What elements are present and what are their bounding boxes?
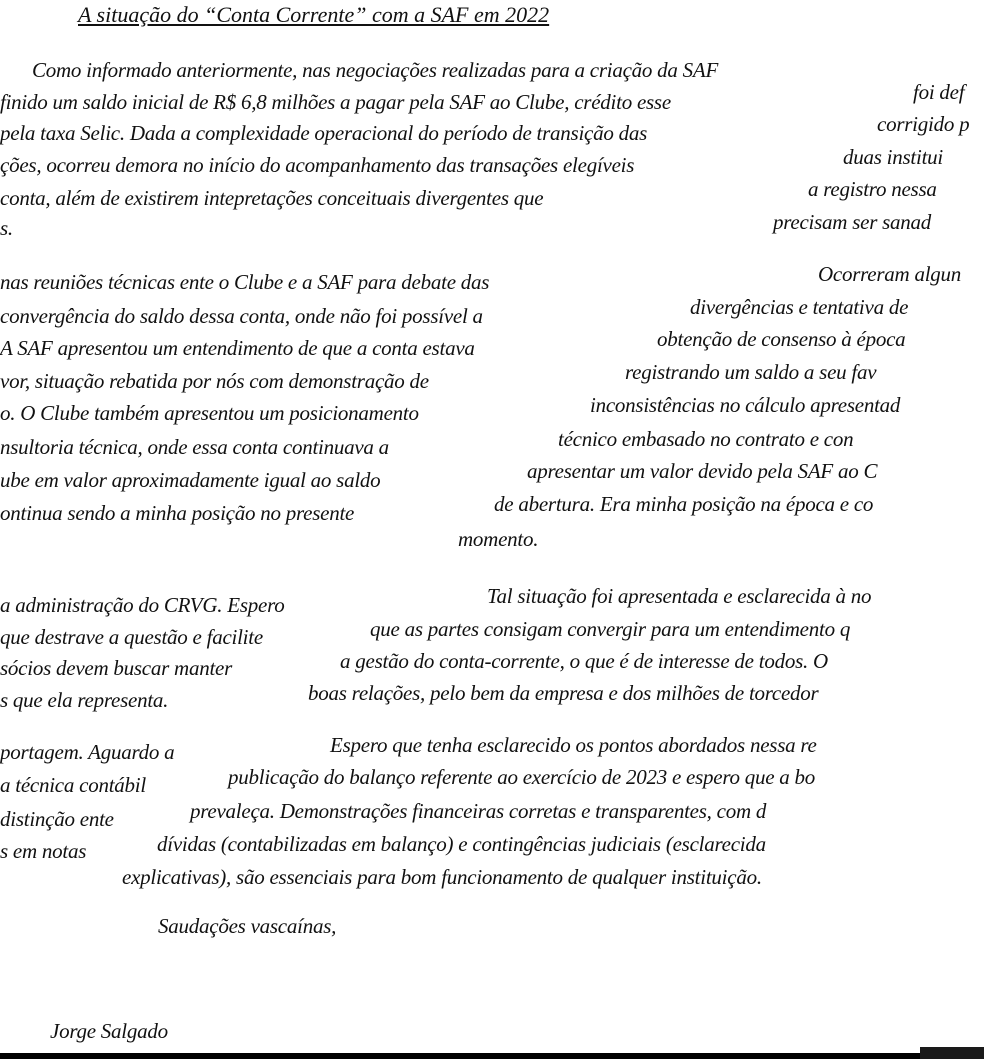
p2-right-line: divergências e tentativa de: [690, 295, 909, 319]
p1-right-line: foi def: [913, 80, 965, 104]
p3-right-line: boas relações, pelo bem da empresa e dos milhões de torcedor: [308, 681, 819, 705]
document-title: A situação do “Conta Corrente” com a SAF em 2022: [78, 2, 550, 27]
p2-left-line: ontinua sendo a minha posição no presente: [0, 501, 355, 525]
p2-left-line: ube em valor aproximadamente igual ao saldo: [0, 468, 381, 492]
p4-right-line: explicativas), são essenciais para bom funcionamento de qualquer instituição.: [122, 865, 762, 889]
p2-left-line: vor, situação rebatida por nós com demonstração de: [0, 369, 429, 393]
p2-right-line: momento.: [458, 527, 539, 551]
p1-right-line: corrigido p: [877, 112, 970, 136]
p1-left-line: finido um saldo inicial de R$ 6,8 milhões a pagar pela SAF ao Clube, crédito esse: [0, 90, 671, 114]
p2-left-line: convergência do saldo dessa conta, onde não foi possível a: [0, 304, 483, 328]
p3-left-line: a administração do CRVG. Espero: [0, 593, 285, 617]
p4-right-line: prevaleça. Demonstrações financeiras corretas e transparentes, com d: [190, 799, 767, 823]
p1-left-line: s.: [0, 216, 13, 240]
signature: Jorge Salgado: [50, 1019, 168, 1043]
p4-right-line: dívidas (contabilizadas em balanço) e contingências judiciais (esclarecida: [157, 832, 766, 856]
p2-left-line: nas reuniões técnicas ente o Clube e a SAF para debate das: [0, 270, 490, 294]
p2-right-line: apresentar um valor devido pela SAF ao C: [527, 459, 878, 483]
p1-right-line: precisam ser sanad: [773, 210, 932, 234]
p3-left-line: sócios devem buscar manter: [0, 656, 233, 680]
p2-right-line: de abertura. Era minha posição na época e co: [494, 492, 874, 516]
p2-right-line: técnico embasado no contrato e con: [558, 427, 854, 451]
closing-salutation: Saudações vascaínas,: [158, 914, 337, 938]
p2-right-line: obtenção de consenso à época: [657, 327, 906, 351]
p3-right-line: Tal situação foi apresentada e esclarecida à no: [487, 584, 872, 608]
p2-left-line: nsultoria técnica, onde essa conta continuava a: [0, 435, 389, 459]
p3-right-line: a gestão do conta-corrente, o que é de interesse de todos. O: [340, 649, 828, 673]
p1-right-line: duas institui: [843, 145, 944, 169]
bottom-corner-mark: [920, 1047, 984, 1059]
p4-right-line: publicação do balanço referente ao exercício de 2023 e espero que a bo: [228, 765, 816, 789]
p2-left-line: o. O Clube também apresentou um posicionamento: [0, 401, 419, 425]
p3-right-line: que as partes consigam convergir para um entendimento q: [370, 617, 851, 641]
p3-left-line: que destrave a questão e facilite: [0, 625, 263, 649]
p2-left-line: A SAF apresentou um entendimento de que a conta estava: [0, 336, 475, 360]
p4-left-line: s em notas: [0, 839, 87, 863]
p4-right-line: Espero que tenha esclarecido os pontos abordados nessa re: [330, 733, 817, 757]
p2-right-line: registrando um saldo a seu fav: [625, 360, 877, 384]
p3-left-line: s que ela representa.: [0, 688, 169, 712]
p4-left-line: a técnica contábil: [0, 773, 146, 797]
p4-left-line: distinção ente: [0, 807, 114, 831]
p4-left-line: portagem. Aguardo a: [0, 740, 175, 764]
p1-left-line: ções, ocorreu demora no início do acompanhamento das transações elegíveis: [0, 153, 635, 177]
p2-right-line: inconsistências no cálculo apresentad: [590, 393, 901, 417]
bottom-border: [0, 1053, 984, 1059]
p1-left-line: Como informado anteriormente, nas negociações realizadas para a criação da SAF: [32, 58, 719, 82]
p1-left-line: conta, além de existirem intepretações conceituais divergentes que: [0, 186, 544, 210]
p2-right-line: Ocorreram algun: [818, 262, 962, 286]
p1-left-line: pela taxa Selic. Dada a complexidade operacional do período de transição das: [0, 121, 648, 145]
p1-right-line: a registro nessa: [808, 177, 937, 201]
